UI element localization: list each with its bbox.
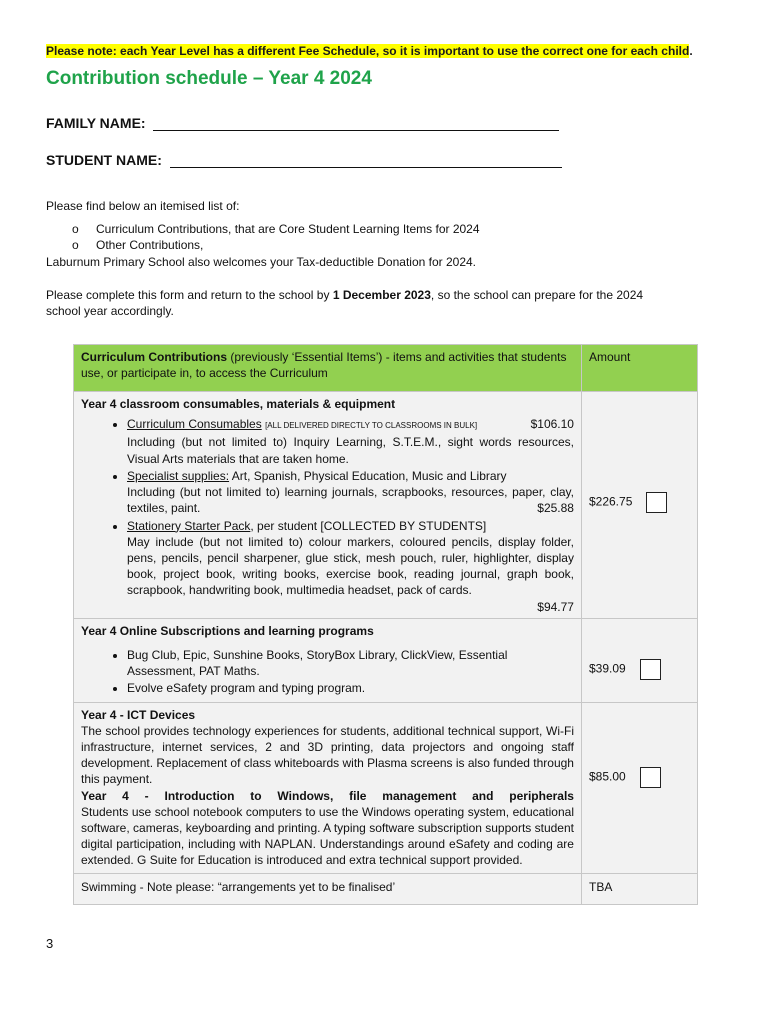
list-bullet: o xyxy=(72,222,79,236)
list-item: • Stationery Starter Pack, per student [COLLECTED BY STUDENTS] May include (but not limited to) colour markers, coloured pencils, display folder, pens, pencils, pencil sharpener, glue stick, mesh pouch, ruler, highlighter, display book, project book, writing books, exercise book, reading journal, graph book, scrapbook, handwriting book, multimedia headset, pack of cards. $94.77 xyxy=(127,518,574,615)
online-title: Year 4 Online Subscriptions and learning programs xyxy=(81,623,374,638)
consumables-description xyxy=(74,392,582,619)
online-amount: $39.09 xyxy=(588,661,626,676)
consumables-amount-cell xyxy=(581,392,697,619)
table-row xyxy=(74,618,698,702)
table-row xyxy=(74,702,698,873)
list-item: Other Contributions, xyxy=(96,238,204,252)
student-name-field xyxy=(46,152,562,168)
student-name-label: STUDENT NAME: xyxy=(46,152,162,168)
online-amount-cell xyxy=(581,618,697,702)
student-name-input-line[interactable] xyxy=(170,153,562,168)
specialist-supplies-price: $25.88 xyxy=(537,501,574,516)
stationery-pack-label: Stationery Starter Pack xyxy=(127,518,251,533)
ict-amount: $85.00 xyxy=(588,769,626,784)
online-checkbox[interactable] xyxy=(640,659,661,680)
list-item: • Evolve eSafety program and typing program. xyxy=(127,680,574,696)
family-name-field xyxy=(46,115,559,131)
swimming-description: Swimming - Note please: “arrangements yet to be finalised’ xyxy=(74,873,582,904)
ict-subtitle: Year 4 - Introduction to Windows, file management and peripherals xyxy=(81,788,574,803)
stationery-pack-price: $94.77 xyxy=(537,599,574,614)
list-item: • Bug Club, Epic, Sunshine Books, StoryBox Library, ClickView, Essential Assessment, PAT Maths. xyxy=(127,647,574,679)
ict-title: Year 4 - ICT Devices xyxy=(81,707,196,722)
consumables-amount: $226.75 xyxy=(588,494,633,509)
header-description: Curriculum Contributions (previously ‘Essential Items’) - items and activities that students use, or participate in, to access the Curriculum xyxy=(74,345,582,392)
list-item: Curriculum Contributions, that are Core Student Learning Items for 2024 xyxy=(96,222,480,236)
table-row xyxy=(74,392,698,619)
family-name-label: FAMILY NAME: xyxy=(46,115,146,131)
page-title: Contribution schedule – Year 4 2024 xyxy=(46,68,372,89)
ict-description: Year 4 - ICT Devices The school provides technology experiences for students, additional technical support, Wi-Fi infrastructure, internet services, 2 and 3D printing, data projectors and ongoing staff development. Replacement of class whiteboards with Plasma screens is also funded through this payment. Year 4 - Introduction to Windows, file management and peripherals Students use school notebook computers to use the Windows operating system, educational software, cameras, keyboarding and printing. A typing software subscription supports student digital participation, including with NAPLAN. Understandings around eSafety and coding are extended. G Suite for Education is introduced and extra technical support provided. xyxy=(74,702,582,873)
swimming-amount: TBA xyxy=(581,873,697,904)
intro-text: Please find below an itemised list of: xyxy=(46,199,240,213)
curriculum-consumables-price: $106.10 xyxy=(530,417,574,432)
donation-text: Laburnum Primary School also welcomes your Tax-deductible Donation for 2024. xyxy=(46,255,477,269)
curriculum-consumables-label: Curriculum Consumables xyxy=(127,417,262,432)
contribution-table xyxy=(73,344,698,905)
page-number: 3 xyxy=(46,936,54,951)
ict-amount-cell xyxy=(581,702,697,873)
online-description xyxy=(74,618,582,702)
return-date: 1 December 2023 xyxy=(332,288,431,302)
notice-highlight: Please note: each Year Level has a different Fee Schedule, so it is important to use the correct one for each child xyxy=(46,44,690,58)
table-header-row xyxy=(74,345,698,392)
table-row xyxy=(74,873,698,904)
list-item: • Specialist supplies: Art, Spanish, Physical Education, Music and Library Including (but not limited to) learning journals, scrapbooks, resources, paper, clay, textiles, paint. $25.88 xyxy=(127,468,574,517)
header-amount: Amount xyxy=(581,345,697,392)
consumables-checkbox[interactable] xyxy=(646,492,667,513)
consumables-title: Year 4 classroom consumables, materials & equipment xyxy=(81,397,396,411)
year-level-notice: Please note: each Year Level has a different Fee Schedule, so it is important to use the correct one for each child. xyxy=(46,44,693,58)
specialist-supplies-label: Specialist supplies: xyxy=(127,468,230,483)
ict-checkbox[interactable] xyxy=(640,767,661,788)
return-instructions: Please complete this form and return to the school by 1 December 2023, so the school can prepare for the 2024 school year accordingly. xyxy=(46,288,644,318)
list-item: • Curriculum Consumables [ALL DELIVERED DIRECTLY TO CLASSROOMS IN BULK] $106.10 Including (but not limited to) Inquiry Learning, S.T.E.M., sight words resources, Visual Arts materials that are taken home. xyxy=(127,416,574,467)
family-name-input-line[interactable] xyxy=(153,116,559,131)
list-bullet: o xyxy=(72,238,79,252)
